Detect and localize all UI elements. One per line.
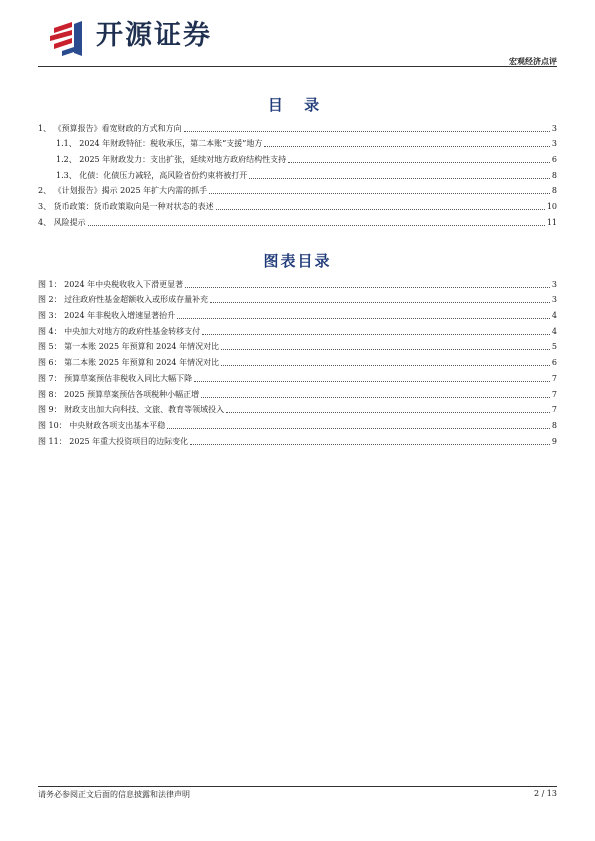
figure-entry-label: 图 6： 第二本账 2025 年预算和 2024 年情况对比 bbox=[38, 358, 220, 368]
figure-entry[interactable] bbox=[38, 368, 557, 384]
toc-entry-label: 3、 货币政策：货币政策取向是一种对状态的表述 bbox=[38, 202, 214, 212]
figure-entry-label: 图 8： 2025 预算草案预估各项税种小幅正增 bbox=[38, 389, 200, 399]
figure-entry[interactable] bbox=[38, 431, 557, 447]
figure-entry-page: 6 bbox=[551, 358, 557, 368]
dot-leader bbox=[88, 224, 545, 226]
header-divider bbox=[38, 66, 557, 67]
figure-entry-label: 图 7： 预算草案预估非税收入同比大幅下降 bbox=[38, 373, 193, 383]
toc-entry[interactable] bbox=[38, 134, 557, 150]
figure-entry-label: 图 9： 财政支出加大向科技、文旅、教育等领域投入 bbox=[38, 405, 225, 415]
toc-entry[interactable] bbox=[38, 212, 557, 228]
figure-entry[interactable] bbox=[38, 305, 557, 321]
toc-list bbox=[38, 118, 557, 228]
figure-entry-page: 7 bbox=[551, 373, 557, 383]
toc-entry[interactable] bbox=[38, 165, 557, 181]
dot-leader bbox=[264, 145, 550, 147]
dot-leader bbox=[216, 208, 545, 210]
dot-leader bbox=[221, 364, 550, 366]
dot-leader bbox=[209, 192, 550, 194]
figure-entry[interactable] bbox=[38, 274, 557, 290]
toc-entry-label: 4、 风险提示 bbox=[38, 217, 86, 227]
footer-disclaimer: 请务必参阅正文后面的信息披露和法律声明 bbox=[38, 790, 190, 799]
toc-entry[interactable] bbox=[38, 149, 557, 165]
brand-name: 开源证券 bbox=[96, 20, 212, 51]
page-header bbox=[38, 14, 557, 66]
toc-entry-label: 1.2、 2025 年财政发力：支出扩张，延续对地方政府结构性支持 bbox=[56, 155, 287, 165]
figure-entry-page: 8 bbox=[551, 420, 557, 430]
toc-entry-label: 1.3、 化债：化债压力减轻，高风险省份约束将被打开 bbox=[56, 170, 248, 180]
toc-entry-label: 1、 《预算报告》看宽财政的方式和方向 bbox=[38, 123, 182, 133]
dot-leader bbox=[201, 396, 550, 398]
toc-entry-page: 10 bbox=[546, 202, 557, 212]
toc-entry[interactable] bbox=[38, 181, 557, 197]
dot-leader bbox=[288, 161, 550, 163]
figure-entry-page: 4 bbox=[551, 326, 557, 336]
toc-entry-label: 1.1、 2024 年财政特征：税收承压，第二本账“支援”地方 bbox=[56, 139, 263, 149]
page-number: 2 / 13 bbox=[533, 789, 557, 798]
toc-entry-page: 3 bbox=[551, 123, 557, 133]
figure-entry-page: 7 bbox=[551, 389, 557, 399]
dot-leader bbox=[177, 317, 550, 319]
figure-entry-page: 3 bbox=[551, 295, 557, 305]
figure-entry-label: 图 4： 中央加大对地方的政府性基金转移支付 bbox=[38, 326, 201, 336]
kaiyuan-logo-icon bbox=[48, 18, 88, 58]
figure-entry[interactable] bbox=[38, 415, 557, 431]
toc-entry-page: 11 bbox=[546, 217, 557, 227]
figure-entry[interactable] bbox=[38, 321, 557, 337]
figure-list-title: 图表目录 bbox=[263, 252, 332, 270]
dot-leader bbox=[185, 286, 550, 288]
figure-entry-label: 图 5： 第一本账 2025 年预算和 2024 年情况对比 bbox=[38, 342, 220, 352]
toc-entry[interactable] bbox=[38, 196, 557, 212]
dot-leader bbox=[190, 443, 550, 445]
figure-entry-page: 3 bbox=[551, 279, 557, 289]
dot-leader bbox=[226, 411, 550, 413]
dot-leader bbox=[210, 301, 550, 303]
dot-leader bbox=[221, 348, 550, 350]
figure-list bbox=[38, 274, 557, 447]
figure-entry-label: 图 10： 中央财政各项支出基本平稳 bbox=[38, 420, 166, 430]
figure-entry-page: 5 bbox=[551, 342, 557, 352]
report-category: 宏观经济点评 bbox=[509, 56, 557, 66]
figure-entry-label: 图 11： 2025 年重大投资项目的边际变化 bbox=[38, 436, 189, 446]
figure-entry[interactable] bbox=[38, 352, 557, 368]
dot-leader bbox=[167, 427, 550, 429]
dot-leader bbox=[249, 177, 550, 179]
figure-entry[interactable] bbox=[38, 384, 557, 400]
figure-entry-label: 图 1： 2024 年中央税收收入下滑更显著 bbox=[38, 279, 184, 289]
figure-entry[interactable] bbox=[38, 400, 557, 416]
dot-leader bbox=[194, 380, 550, 382]
figure-entry[interactable] bbox=[38, 290, 557, 306]
figure-entry-page: 4 bbox=[551, 311, 557, 321]
figure-entry-page: 7 bbox=[551, 405, 557, 415]
toc-entry-label: 2、 《计划报告》揭示 2025 年扩大内需的抓手 bbox=[38, 186, 208, 196]
figure-entry-label: 图 3： 2024 年非税收入增速显著抬升 bbox=[38, 311, 176, 321]
toc-entry-page: 8 bbox=[551, 186, 557, 196]
figure-entry-label: 图 2： 过往政府性基金超额收入或形成存量补充 bbox=[38, 295, 209, 305]
footer-divider bbox=[38, 786, 557, 787]
figure-entry[interactable] bbox=[38, 337, 557, 353]
toc-entry-page: 8 bbox=[551, 170, 557, 180]
toc-entry-page: 3 bbox=[551, 139, 557, 149]
toc-entry-page: 6 bbox=[551, 155, 557, 165]
toc-entry[interactable] bbox=[38, 118, 557, 134]
dot-leader bbox=[202, 333, 550, 335]
toc-title: 目 录 bbox=[267, 96, 328, 114]
figure-entry-page: 9 bbox=[551, 436, 557, 446]
dot-leader bbox=[184, 130, 550, 132]
